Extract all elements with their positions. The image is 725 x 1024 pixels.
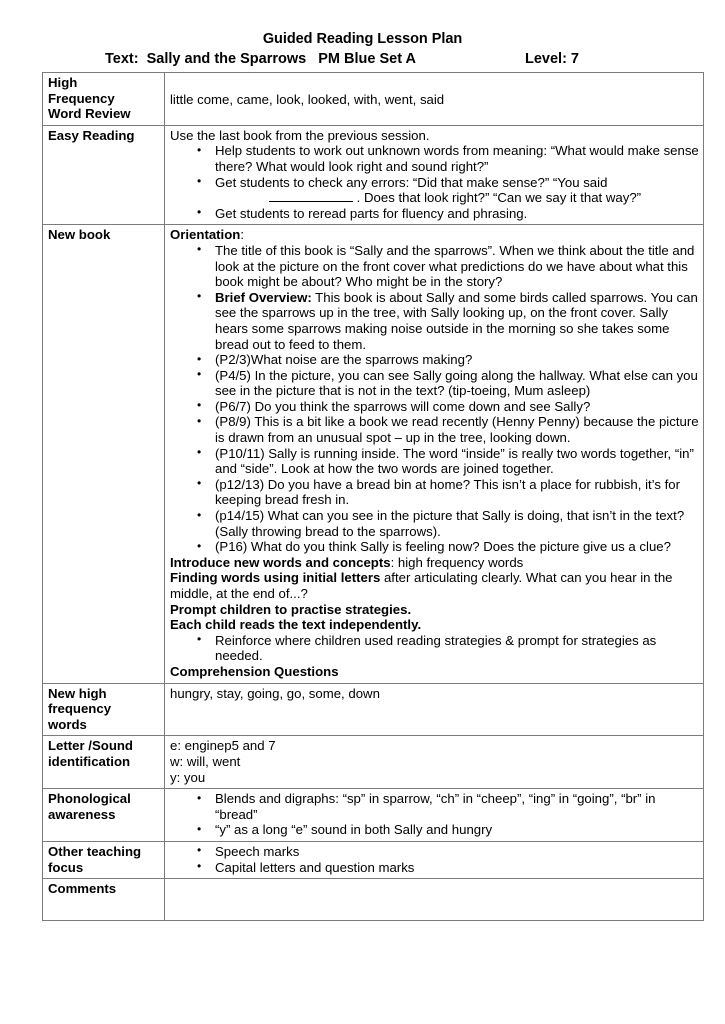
label-line: words <box>48 716 87 732</box>
easy-reading-bullet-list <box>170 143 699 221</box>
row-label-phonological-awareness <box>43 789 165 842</box>
bullet-text-part2: . Does that look right?” “Can we say it that way?” <box>356 190 642 206</box>
lesson-plan-table <box>42 72 704 921</box>
row-content-new-high-frequency-words <box>165 683 704 736</box>
bullet-text: (p12/13) Do you have a bread bin at home? This isn’t a place for rubbish, it’s for keeping bread fresh in. <box>215 476 681 508</box>
row-label-high-frequency-word-review <box>43 73 165 126</box>
list-item <box>170 206 699 222</box>
label-line: identification <box>48 753 131 769</box>
row-label-letter-sound-identification <box>43 736 165 789</box>
list-item <box>170 414 699 445</box>
finding-words-text: after articulating clearly. What can you hear in the middle, at the end of...? <box>170 570 673 601</box>
table-row <box>43 736 704 789</box>
introduce-new-words-line <box>170 555 699 571</box>
bullet-text: (P2/3)What noise are the sparrows making? <box>215 352 473 368</box>
bullet-text: Capital letters and question marks <box>215 859 415 875</box>
list-item <box>170 143 699 174</box>
list-item <box>170 822 699 838</box>
list-item <box>170 243 699 290</box>
orientation-colon: : <box>240 227 245 243</box>
list-item <box>170 791 699 822</box>
label-line: Word Review <box>48 106 131 122</box>
row-content-letter-sound-identification <box>165 736 704 789</box>
bullet-text: (P8/9) This is a bit like a book we read recently (Henny Penny) because the picture is drawn from an unusual spot – up in the tree, looking down. <box>215 414 699 446</box>
blank-underscore <box>215 190 641 205</box>
list-item <box>170 844 699 860</box>
table-row <box>43 683 704 736</box>
text-title-and-series: Text: Sally and the Sparrows PM Blue Set A <box>105 51 417 67</box>
label-line: Comments <box>48 881 117 897</box>
list-item <box>170 633 699 664</box>
bullet-text: “y” as a long “e” sound in both Sally and hungry <box>215 822 493 838</box>
label-line: frequency <box>48 701 112 717</box>
bullet-text: Blends and digraphs: “sp” in sparrow, “ch” in “cheep”, “ing” in “going”, “br” in “bread” <box>215 791 656 822</box>
table-row <box>43 225 704 683</box>
row-label-new-book <box>43 225 165 683</box>
comments-blank-area <box>170 881 699 897</box>
comments-blank-area <box>170 897 699 913</box>
row-label-new-high-frequency-words <box>43 683 165 736</box>
bullet-text-part1: Get students to check any errors: “Did that make sense?” “You said <box>215 174 608 190</box>
list-item <box>170 860 699 876</box>
bullet-text: Speech marks <box>215 843 300 859</box>
comprehension-questions-line: Comprehension Questions <box>170 663 339 679</box>
table-row <box>43 789 704 842</box>
list-item <box>170 399 699 415</box>
document-subtitle <box>42 50 683 69</box>
list-item <box>170 539 699 555</box>
bullet-text: (P4/5) In the picture, you can see Sally going along the hallway. What else can you see in the picture that is not in the text? (tip-toeing, Mum asleep) <box>215 367 698 399</box>
row-label-other-teaching-focus <box>43 841 165 878</box>
list-item <box>170 290 699 352</box>
label-line: Letter /Sound <box>48 738 133 754</box>
orientation-heading <box>170 227 699 243</box>
phonological-bullet-list <box>170 791 699 838</box>
each-child-reads-line: Each child reads the text independently. <box>170 617 422 633</box>
reading-level: Level: 7 <box>525 51 579 67</box>
row-label-comments <box>43 879 165 921</box>
bullet-text: The title of this book is “Sally and the sparrows”. When we think about the title and look at the picture on the front cover what predictions do we have about what this book might be about? Who might be in the story? <box>215 242 695 290</box>
prompt-children-line: Prompt children to practise strategies. <box>170 601 412 617</box>
label-line: Easy Reading <box>48 127 135 143</box>
introduce-text: : high frequency words <box>390 554 524 570</box>
row-content-other-teaching-focus <box>165 841 704 878</box>
letter-sound-line: e: enginep5 and 7 <box>170 738 276 754</box>
bullet-text: (P16) What do you think Sally is feeling now? Does the picture give us a clue? <box>215 539 671 555</box>
table-row <box>43 879 704 921</box>
table-row <box>43 73 704 126</box>
orientation-label: Orientation <box>170 227 241 243</box>
label-line: New book <box>48 227 111 243</box>
word-list: little come, came, look, looked, with, went, said <box>170 92 445 107</box>
row-label-easy-reading <box>43 125 165 225</box>
finding-words-line <box>170 570 699 601</box>
new-book-bullet-list <box>170 243 699 555</box>
finding-words-label: Finding words using initial letters <box>170 570 381 586</box>
table-row <box>43 841 704 878</box>
letter-sound-line: w: will, went <box>170 753 241 769</box>
bullet-text: Help students to work out unknown words from meaning: “What would make sense there? What would look right and sound right?” <box>215 143 699 174</box>
word-list: hungry, stay, going, go, some, down <box>170 685 380 701</box>
row-content-phonological-awareness <box>165 789 704 842</box>
row-content-comments[interactable] <box>165 879 704 921</box>
label-line: New high <box>48 685 107 701</box>
label-line: focus <box>48 859 84 875</box>
bullet-text: Reinforce where children used reading strategies & prompt for strategies as needed. <box>215 632 657 664</box>
letter-sound-line: y: you <box>170 769 206 785</box>
page-title: Guided Reading Lesson Plan <box>262 31 463 47</box>
list-item <box>170 508 699 539</box>
reinforce-bullet-list <box>170 633 699 664</box>
bullet-text: Get students to reread parts for fluency and phrasing. <box>215 205 528 221</box>
list-item <box>170 446 699 477</box>
label-line: Other teaching <box>48 843 142 859</box>
label-line: High <box>48 75 78 90</box>
list-item <box>170 352 699 368</box>
list-item <box>170 175 699 206</box>
easy-reading-intro: Use the last book from the previous session. <box>170 127 430 143</box>
label-line: awareness <box>48 806 116 822</box>
bullet-text: (p14/15) What can you see in the picture that Sally is doing, that isn’t in the text? (Sally throwing bread to the sparrows). <box>215 508 685 539</box>
brief-overview-label: Brief Overview: <box>215 289 312 305</box>
introduce-label: Introduce new words and concepts <box>170 554 391 570</box>
label-line: Frequency <box>48 90 115 106</box>
list-item <box>170 477 699 508</box>
row-content-easy-reading <box>165 125 704 225</box>
bullet-text: (P6/7) Do you think the sparrows will come down and see Sally? <box>215 398 591 414</box>
table-row <box>43 125 704 225</box>
row-content-new-book <box>165 225 704 683</box>
list-item <box>170 368 699 399</box>
label-line: Phonological <box>48 791 131 807</box>
bullet-text: (P10/11) Sally is running inside. The word “inside” is really two words together, “in” and “side”. Look at how the two words are joined together. <box>215 445 694 477</box>
row-content-high-frequency-word-review <box>165 73 704 126</box>
other-focus-bullet-list <box>170 844 699 875</box>
underscore-icon <box>269 190 353 202</box>
brief-overview-text: This book is about Sally and some birds called sparrows. You can see the sparrows up in the tree, with Sally looking up, on the front cover. Sally hears some sparrows making noise outside in the morning so she takes some bread out to feed to them. <box>215 289 698 352</box>
